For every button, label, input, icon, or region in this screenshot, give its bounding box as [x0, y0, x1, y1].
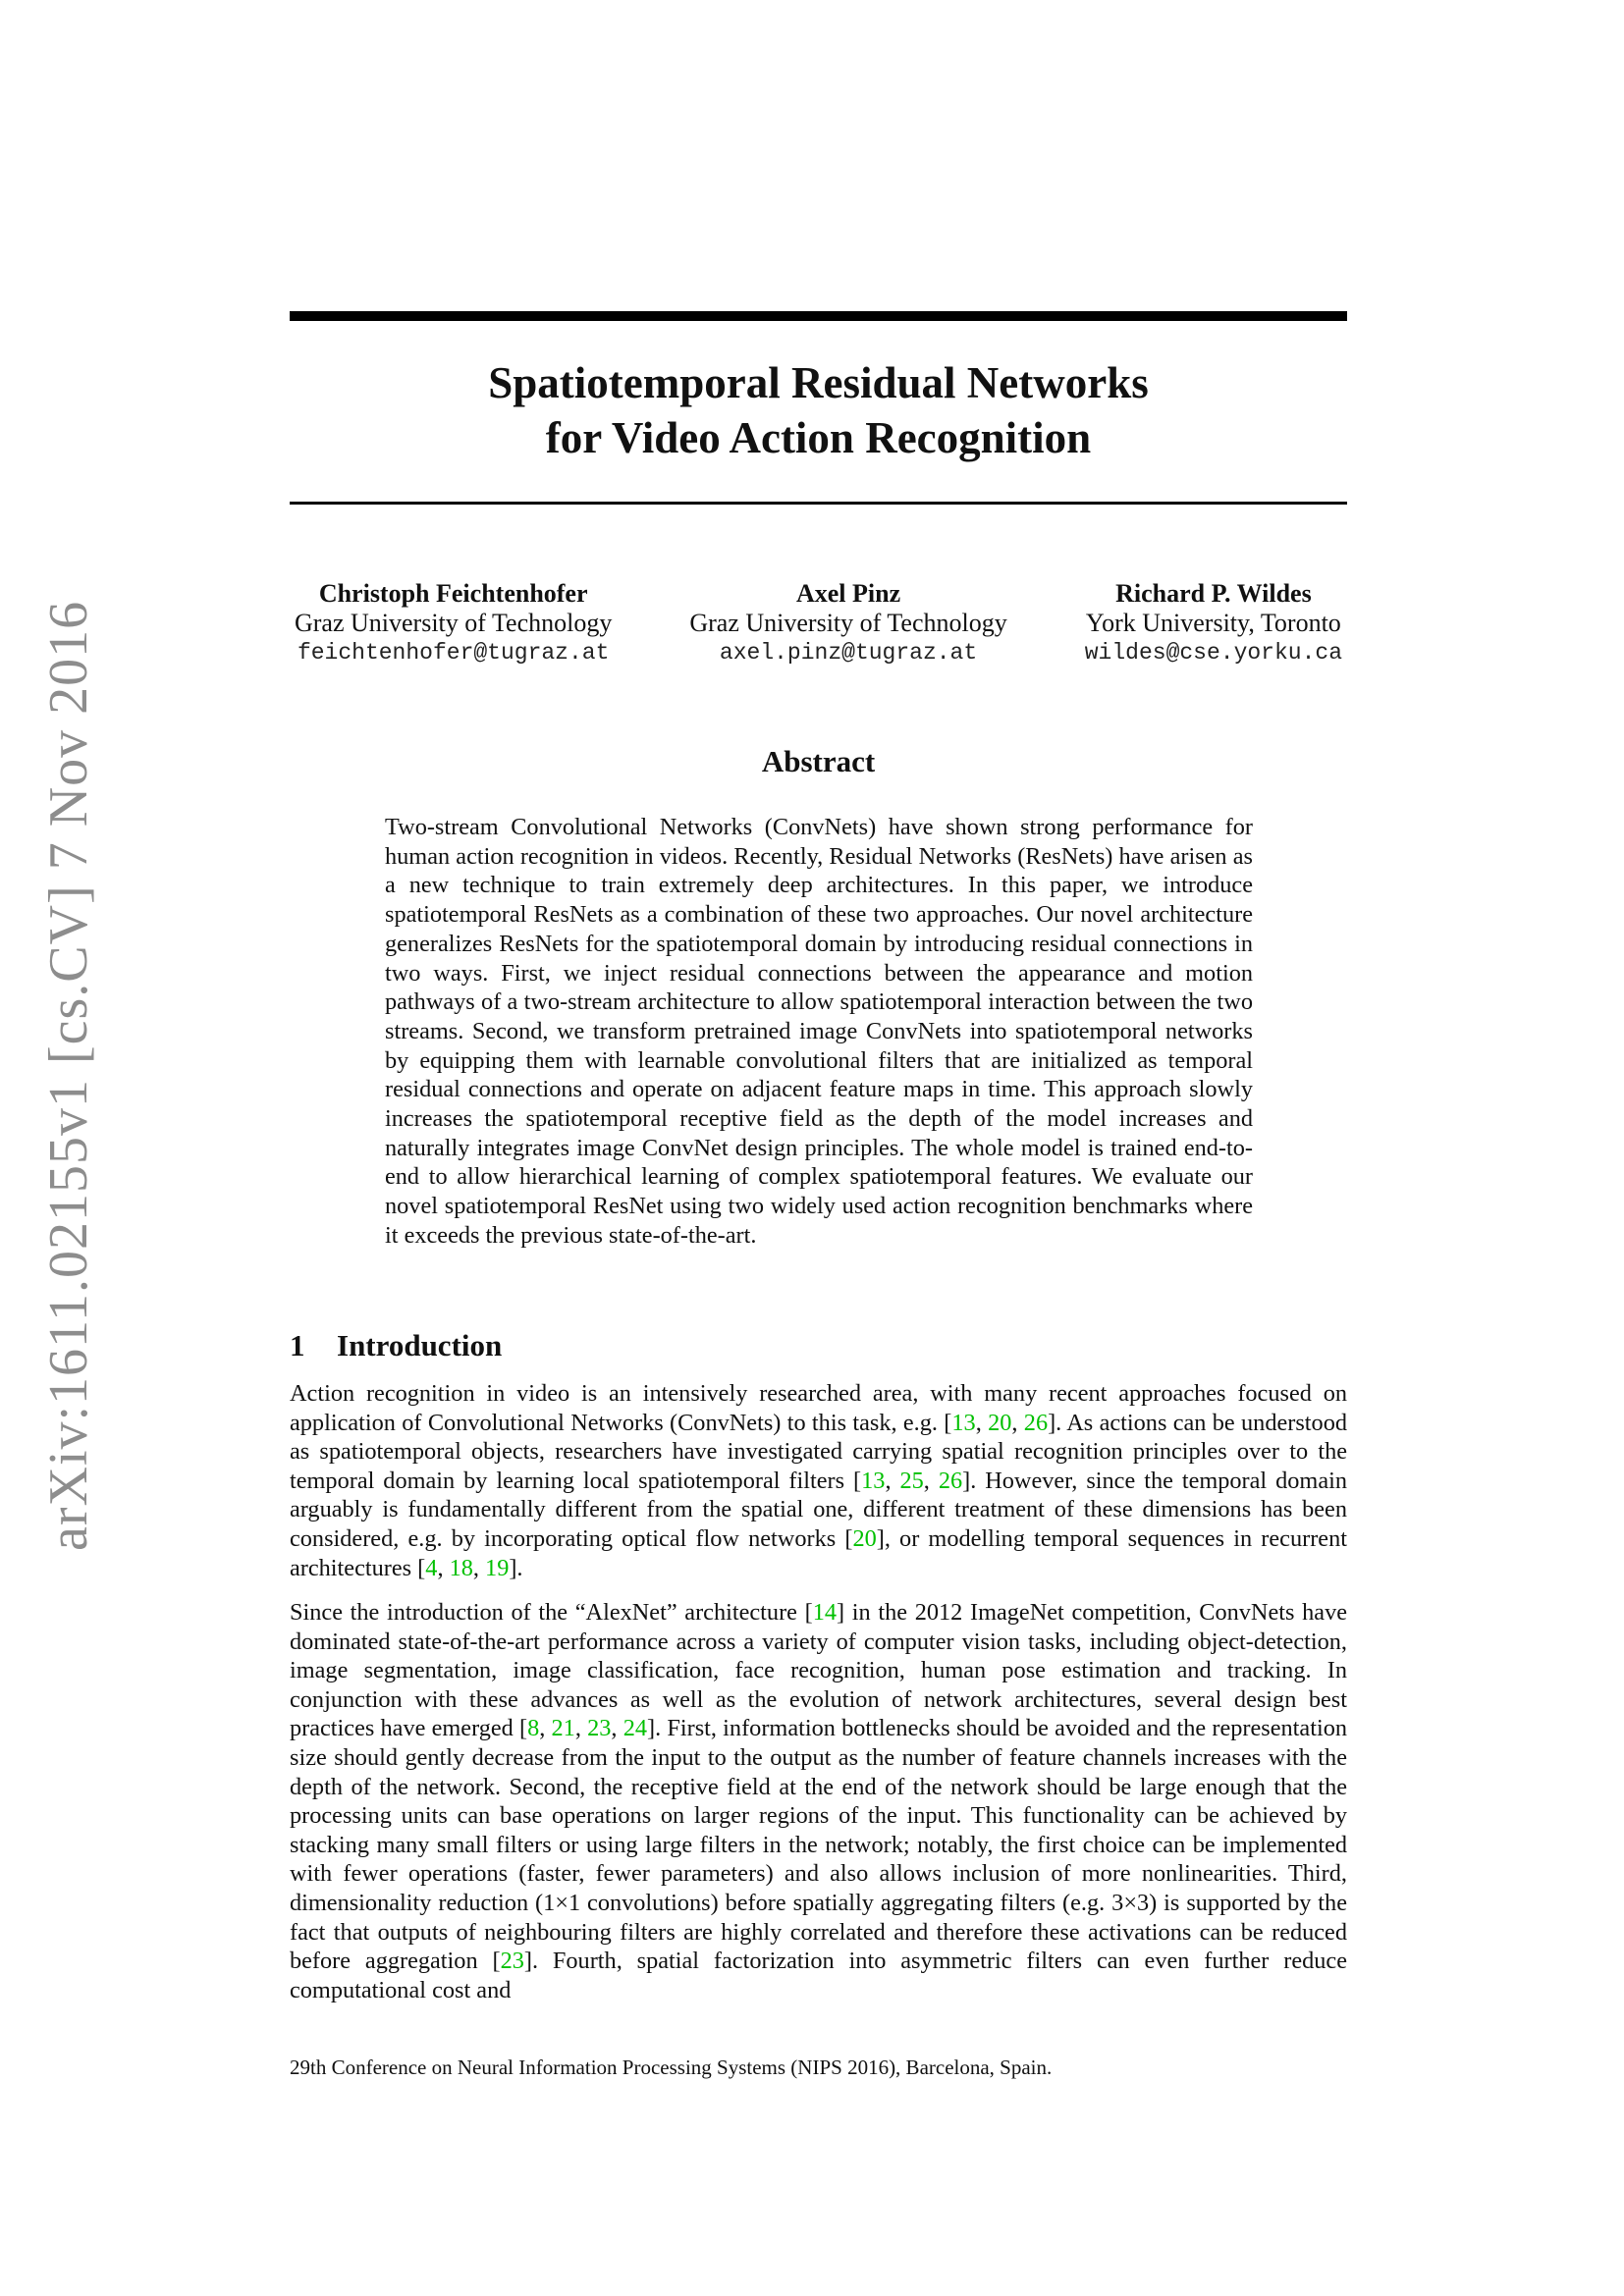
paragraph-text: Since the introduction of the “AlexNet” architecture [ — [290, 1599, 813, 1626]
author-email: axel.pinz@tugraz.at — [719, 640, 978, 666]
author-email: wildes@cse.yorku.ca — [1084, 640, 1342, 666]
author-name: Richard P. Wildes — [1115, 579, 1312, 608]
conference-footnote: 29th Conference on Neural Information Processing Systems (NIPS 2016), Barcelona, Spain. — [290, 2056, 1053, 2079]
section-title: Introduction — [337, 1328, 503, 1362]
author-affiliation: Graz University of Technology — [689, 609, 1007, 637]
paragraph-text: , — [1011, 1409, 1024, 1436]
citation-link[interactable]: 20 — [852, 1524, 877, 1552]
paragraph-text: ]. — [509, 1554, 523, 1581]
paragraph-text: , — [885, 1467, 900, 1494]
citation-link[interactable]: 4 — [425, 1554, 438, 1581]
paper-title — [290, 355, 1347, 465]
paragraph-text: , — [539, 1715, 552, 1742]
citation-link[interactable]: 23 — [500, 1948, 524, 1975]
citation-link[interactable]: 25 — [899, 1467, 924, 1494]
title-rule-bottom — [290, 502, 1347, 505]
citation-link[interactable]: 13 — [861, 1467, 886, 1494]
intro-paragraph-2 — [290, 1598, 1347, 2004]
citation-link[interactable]: 13 — [951, 1409, 976, 1436]
author-name: Christoph Feichtenhofer — [318, 579, 588, 608]
title-line-2: for Video Action Recognition — [545, 413, 1092, 462]
paragraph-text: ]. As actions can be understood as spatiotemporal objects, researchers have investigated carrying spatial recognition principles over to the temporal domain by learning local spatiotemporal filters [ — [290, 1409, 1347, 1494]
citation-link[interactable]: 14 — [812, 1599, 838, 1626]
author-affiliation: York University, Toronto — [1085, 609, 1341, 637]
title-rule-top — [290, 311, 1347, 321]
paragraph-text: , — [975, 1409, 989, 1436]
abstract-heading: Abstract — [761, 744, 876, 778]
paragraph-text: ]. However, since the temporal domain arguably is fundamentally different from the spatial one, different treatment of these dimensions has been considered, e.g. by incorporating optical flow networks [ — [290, 1467, 1348, 1552]
author-block — [295, 579, 1342, 667]
title-line-1: Spatiotemporal Residual Networks — [488, 358, 1149, 407]
arxiv-stamp: arXiv:1611.02155v1 [cs.CV] 7 Nov 2016 — [38, 600, 99, 1551]
citation-link[interactable]: 24 — [623, 1715, 647, 1742]
author-2 — [689, 579, 1006, 667]
paragraph-text: , — [611, 1715, 623, 1742]
paragraph-text: ]. Fourth, spatial factorization into asymmetric filters can even further reduce computational cost and — [290, 1948, 1347, 2003]
paragraph-text: ], or modelling temporal sequences in recurrent architectures [ — [290, 1524, 1347, 1581]
author-name: Axel Pinz — [795, 579, 901, 608]
abstract-text: Two-stream Convolutional Networks (ConvNets) have shown strong performance for human action recognition in videos. Recently, Residual Networks (ResNets) have arisen as a new technique to train extremely deep architectures. In this paper, we introduce spatiotemporal ResNets as a combination of these two approaches. Our novel architecture generalizes ResNets for the spatiotemporal domain by introducing residual connections in two ways. First, we inject residual connections between the appearance and motion pathways of a two-stream architecture to allow spatiotemporal interaction between the two streams. Second, we transform pretrained image ConvNets into spatiotemporal networks by equipping them with learnable convolutional filters that are initialized as temporal residual connections and operate on adjacent feature maps in time. This approach slowly increases the spatiotemporal receptive field as the depth of the model increases and naturally integrates image ConvNet design principles. The whole model is trained end-to-end to allow hierarchical learning of complex spatiotemporal features. We evaluate our novel spatiotemporal ResNet using two widely used action recognition benchmarks where it exceeds the previous state-of-the-art. — [385, 814, 1253, 1249]
citation-link[interactable]: 23 — [587, 1715, 612, 1742]
citation-link[interactable]: 21 — [551, 1715, 575, 1742]
citation-link[interactable]: 26 — [938, 1467, 963, 1494]
paragraph-text: , — [437, 1554, 450, 1581]
paragraph-text: , — [923, 1467, 939, 1494]
paragraph-text: ] in the 2012 ImageNet competition, ConvNets have dominated state-of-the-art performance across a variety of computer vision tasks, including object-detection, image segmentation, image classification, face recognition, human pose estimation and tracking. In conjunction with these advances as well as the evolution of network architectures, several design best practices have emerged [ — [290, 1599, 1347, 1742]
author-email: feichtenhofer@tugraz.at — [297, 640, 610, 666]
citation-link[interactable]: 20 — [988, 1409, 1012, 1436]
author-3 — [1085, 579, 1342, 667]
paragraph-text: Action recognition in video is an intensively researched area, with many recent approaches focused on application of Convolutional Networks (ConvNets) to this task, e.g. [ — [290, 1380, 1347, 1436]
citation-link[interactable]: 18 — [449, 1554, 473, 1581]
author-affiliation: Graz University of Technology — [295, 609, 613, 637]
paragraph-text: ]. First, information bottlenecks should be avoided and the representation size should gently decrease from the input to the output as the number of feature channels increases with the depth of the network. Second, the receptive field at the end of the network should be large enough that the processing units can base operations on larger regions of the input. This functionality can be achieved by stacking many small filters or using large filters in the network; notably, the first choice can be implemented with fewer operations (faster, fewer parameters) and also allows inclusion of more nonlinearities. Third, dimensionality reduction (1×1 convolutions) before spatially aggregating filters (e.g. 3×3) is supported by the fact that outputs of neighbouring filters are highly correlated and therefore these activations can be reduced before aggregation [ — [290, 1715, 1347, 1975]
citation-link[interactable]: 19 — [485, 1554, 510, 1581]
section-heading-introduction — [290, 1328, 502, 1363]
paragraph-text: , — [574, 1715, 588, 1742]
intro-paragraph-1 — [290, 1379, 1347, 1582]
section-number: 1 — [290, 1328, 305, 1362]
citation-link[interactable]: 8 — [527, 1715, 540, 1742]
author-1 — [295, 579, 612, 667]
paragraph-text: , — [472, 1554, 486, 1581]
citation-link[interactable]: 26 — [1023, 1409, 1049, 1436]
